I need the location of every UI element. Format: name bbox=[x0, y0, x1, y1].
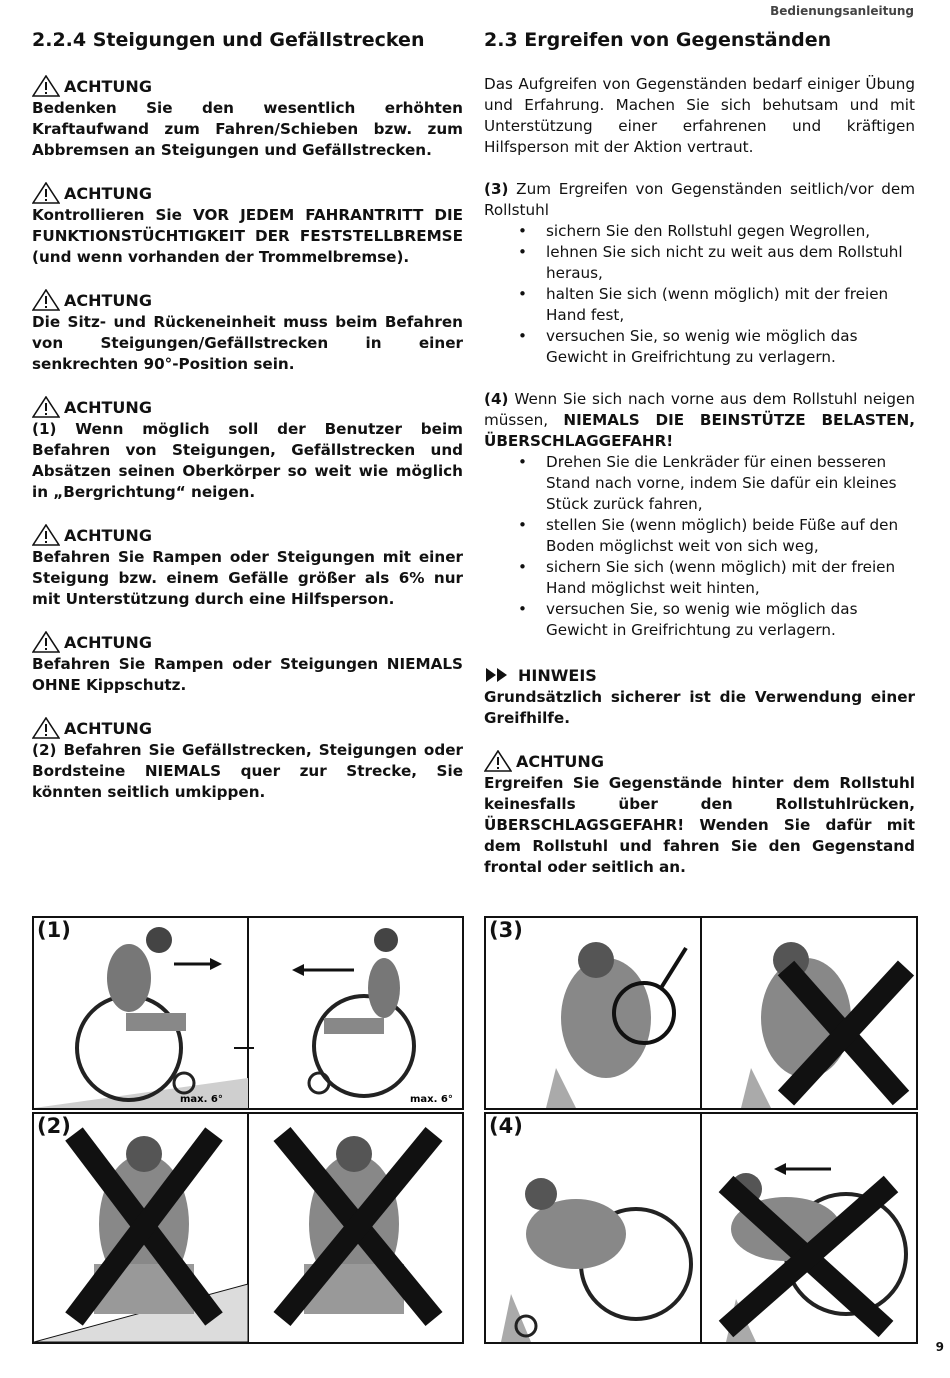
warning-block bbox=[484, 749, 915, 878]
hint-text: Grundsätzlich sicherer ist die Verwendung einer Greifhilfe. bbox=[484, 688, 915, 727]
warning-block bbox=[32, 288, 463, 375]
section-3-text: Zum Ergreifen von Gegenständen seitlich/vor dem Rollstuhl bbox=[484, 180, 915, 219]
warning-block bbox=[32, 181, 463, 268]
ramp-label-2: max. 6° bbox=[410, 1094, 453, 1105]
section-4-bold-warning: NIEMALS DIE BEINSTÜTZE BELASTEN, ÜBERSCHLAGGEFAHR! bbox=[484, 411, 915, 450]
figure-4-label: (4) bbox=[489, 1114, 523, 1138]
warning-text: (2) Befahren Sie Gefällstrecken, Steigungen oder Bordsteine NIEMALS quer zur Strecke, Sie könnten seitlich umkippen. bbox=[32, 741, 463, 801]
section-4-text: Wenn Sie sich nach vorne aus dem Rollstuhl neigen müssen, bbox=[484, 390, 915, 429]
figure-3-illustration bbox=[486, 918, 916, 1108]
figure-4-forward-lean bbox=[484, 1112, 918, 1344]
warning-triangle-icon bbox=[32, 289, 60, 311]
warning-title: ACHTUNG bbox=[64, 183, 152, 203]
hint-block bbox=[484, 663, 915, 729]
warning-text: Befahren Sie Rampen oder Steigungen NIEMALS OHNE Kippschutz. bbox=[32, 655, 463, 694]
warning-list bbox=[32, 74, 463, 803]
warning-title: ACHTUNG bbox=[64, 76, 152, 96]
warning-text: Bedenken Sie den wesentlich erhöhten Kraftaufwand zum Fahren/Schieben bzw. zum Abbremsen an Steigungen und Gefällstrecken. bbox=[32, 99, 463, 159]
warning-text: Die Sitz- und Rückeneinheit muss beim Befahren von Steigungen/Gefällstrecken in einer senkrechten 90°-Position sein. bbox=[32, 313, 463, 373]
section-heading-2-2-4: 2.2.4 Steigungen und Gefällstrecken bbox=[32, 29, 425, 51]
warning-title: ACHTUNG bbox=[516, 751, 604, 771]
bullet-item: • versuchen Sie, so wenig wie möglich das Gewicht in Greifrichtung zu verlagern. bbox=[546, 599, 915, 641]
page-number: 9 bbox=[935, 1340, 944, 1354]
bullet-item: • stellen Sie (wenn möglich) beide Füße auf den Boden möglichst weit von sich weg, bbox=[546, 515, 915, 557]
warning-text: (1) Wenn möglich soll der Benutzer beim Befahren von Steigungen, Gefällstrecken und Absätzen seinen Oberkörper so weit wie möglich in „Bergrichtung“ neigen. bbox=[32, 420, 463, 501]
warning-block bbox=[32, 630, 463, 696]
warning-block bbox=[32, 716, 463, 803]
bullet-item: • Drehen Sie die Lenkräder für einen besseren Stand nach vorne, indem Sie dafür ein kleines Stück zurück fahren, bbox=[546, 452, 915, 515]
figure-3-label: (3) bbox=[489, 918, 523, 942]
figure-2-illustration bbox=[34, 1114, 462, 1342]
figure-1-illustration bbox=[34, 918, 462, 1108]
figure-1-slope-posture bbox=[32, 916, 464, 1110]
section-3-bullets bbox=[484, 221, 915, 368]
warning-triangle-icon bbox=[32, 524, 60, 546]
hint-title: HINWEIS bbox=[518, 665, 597, 685]
section-4-number: (4) bbox=[484, 390, 509, 408]
warning-triangle-icon bbox=[32, 717, 60, 739]
section-3-paragraph bbox=[484, 179, 915, 221]
figure-4-illustration bbox=[486, 1114, 916, 1342]
warning-block bbox=[32, 74, 463, 161]
intro-paragraph: Das Aufgreifen von Gegenständen bedarf einiger Übung und Erfahrung. Machen Sie sich behutsam und mit Unterstützung einer erfahrenen und kräftigen Hilfsperson mit der Aktion vertraut. bbox=[484, 75, 915, 156]
warning-text: Befahren Sie Rampen oder Steigungen mit einer Steigung bzw. einem Gefälle größer als 6% nur mit Unterstützung durch eine Hilfsperson. bbox=[32, 548, 463, 608]
figure-2-crosswise-prohibited bbox=[32, 1112, 464, 1344]
double-arrow-icon bbox=[484, 667, 512, 683]
figure-3-side-grab bbox=[484, 916, 918, 1110]
warning-text: Ergreifen Sie Gegenstände hinter dem Rollstuhl keinesfalls über den Rollstuhlrücken, ÜBERSCHLAGSGEFAHR! Wenden Sie dafür mit dem Rollstuhl und fahren Sie den Gegenstand frontal oder seitlich an. bbox=[484, 774, 915, 876]
bullet-item: • halten Sie sich (wenn möglich) mit der freien Hand fest, bbox=[546, 284, 915, 326]
section-4-bullets bbox=[484, 452, 915, 641]
warning-title: ACHTUNG bbox=[64, 525, 152, 545]
figure-1-label: (1) bbox=[37, 918, 71, 942]
warning-title: ACHTUNG bbox=[64, 397, 152, 417]
warning-triangle-icon bbox=[32, 75, 60, 97]
bullet-item: • sichern Sie sich (wenn möglich) mit der freien Hand möglichst weit hinten, bbox=[546, 557, 915, 599]
bullet-item: • sichern Sie den Rollstuhl gegen Wegrollen, bbox=[546, 221, 915, 242]
warning-triangle-icon bbox=[32, 396, 60, 418]
figure-2-label: (2) bbox=[37, 1114, 71, 1138]
warning-block bbox=[32, 395, 463, 503]
right-column bbox=[484, 28, 915, 898]
warning-title: ACHTUNG bbox=[64, 290, 152, 310]
warning-triangle-icon bbox=[32, 631, 60, 653]
warning-triangle-icon bbox=[484, 750, 512, 772]
section-3-number: (3) bbox=[484, 180, 509, 198]
section-4-paragraph bbox=[484, 389, 915, 452]
section-heading-2-3: 2.3 Ergreifen von Gegenständen bbox=[484, 29, 832, 51]
document-header: Bedienungsanleitung bbox=[770, 4, 914, 18]
warning-title: ACHTUNG bbox=[64, 718, 152, 738]
bullet-item: • versuchen Sie, so wenig wie möglich das Gewicht in Greifrichtung zu verlagern. bbox=[546, 326, 915, 368]
left-column bbox=[32, 28, 463, 823]
ramp-label-1: max. 6° bbox=[180, 1094, 223, 1105]
bullet-item: • lehnen Sie sich nicht zu weit aus dem Rollstuhl heraus, bbox=[546, 242, 915, 284]
warning-block bbox=[32, 523, 463, 610]
warning-triangle-icon bbox=[32, 182, 60, 204]
warning-title: ACHTUNG bbox=[64, 632, 152, 652]
warning-text: Kontrollieren Sie VOR JEDEM FAHRANTRITT DIE FUNKTIONSTÜCHTIGKEIT DER FESTSTELLBREMSE (und wenn vorhanden der Trommelbremse). bbox=[32, 206, 463, 266]
